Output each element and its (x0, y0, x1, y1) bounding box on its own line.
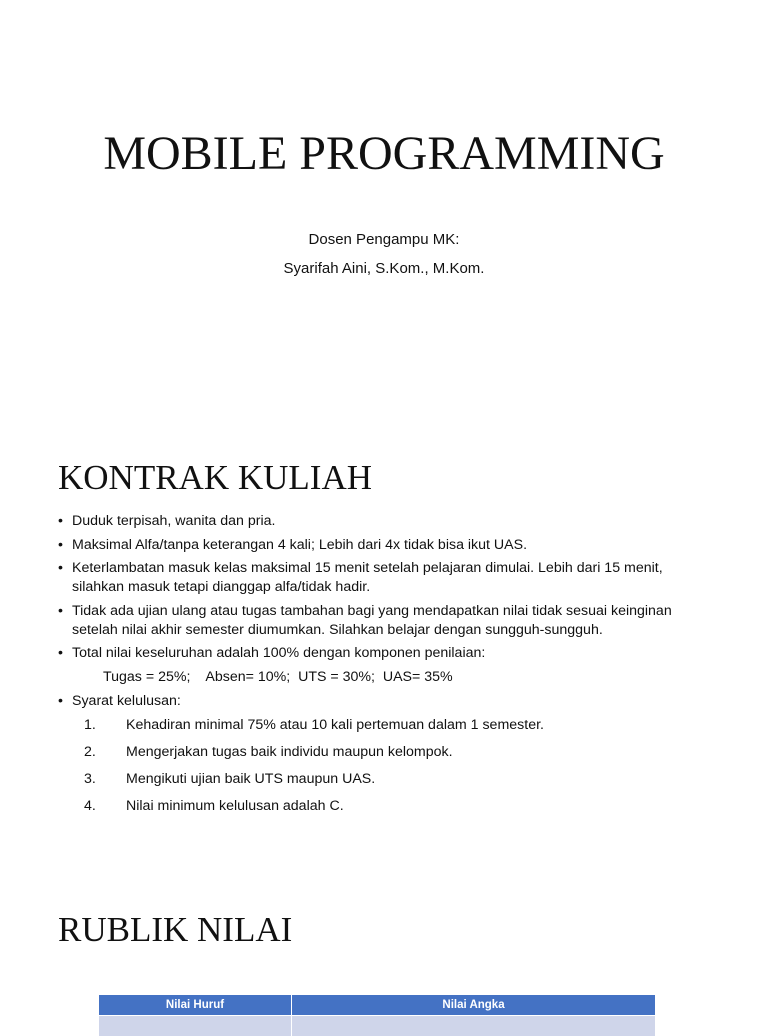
list-item-text: Syarat kelulusan: (72, 693, 181, 709)
bullet-icon: • (58, 512, 63, 531)
list-item-text: Maksimal Alfa/tanpa keterangan 4 kali; Lebih dari 4x tidak bisa ikut UAS. (72, 537, 527, 553)
numbered-item (84, 770, 718, 789)
grading-weights: Tugas = 25%; Absen= 10%; UTS = 30%; UAS= 35% (72, 668, 718, 687)
numbered-item (84, 716, 718, 735)
slide-title: MOBILE PROGRAMMING (0, 126, 768, 182)
item-number: 1. (84, 716, 96, 735)
list-item (58, 644, 718, 687)
syarat-kelulusan-list (72, 716, 718, 816)
table-cell (292, 1016, 656, 1036)
lecturer-name: Syarifah Aini, S.Kom., M.Kom. (0, 259, 768, 279)
column-header-numeric-grade: Nilai Angka (292, 995, 656, 1016)
numbered-item-text: Kehadiran minimal 75% atau 10 kali pertemuan dalam 1 semester. (126, 717, 544, 733)
list-item (58, 512, 718, 531)
list-item-text: Keterlambatan masuk kelas maksimal 15 menit setelah pelajaran dimulai. Lebih dari 15 menit, silahkan masuk tetapi dianggap alfa/tidak hadir. (72, 560, 663, 595)
item-number: 3. (84, 770, 96, 789)
item-number: 4. (84, 797, 96, 816)
list-item-text: Duduk terpisah, wanita dan pria. (72, 513, 275, 529)
column-header-letter-grade: Nilai Huruf (99, 995, 292, 1016)
grade-table (99, 995, 655, 1036)
numbered-item-text: Nilai minimum kelulusan adalah C. (126, 798, 344, 814)
numbered-item (84, 797, 718, 816)
table-row (99, 1016, 655, 1036)
numbered-item-text: Mengerjakan tugas baik individu maupun kelompok. (126, 744, 453, 760)
bullet-icon: • (58, 692, 63, 711)
bullet-icon: • (58, 536, 63, 555)
bullet-icon: • (58, 559, 63, 578)
rublik-nilai-heading: RUBLIK NILAI (58, 910, 292, 950)
list-item (58, 692, 718, 816)
list-item-text: Tidak ada ujian ulang atau tugas tambahan bagi yang mendapatkan nilai tidak sesuai keinginan setelah nilai akhir semester diumumkan. Silahkan belajar dengan sungguh-sungguh. (72, 603, 672, 638)
numbered-item-text: Mengikuti ujian baik UTS maupun UAS. (126, 771, 375, 787)
table-header-row (99, 995, 655, 1016)
table-cell (99, 1016, 292, 1036)
numbered-item (84, 743, 718, 762)
kontrak-bullet-list (58, 512, 718, 824)
list-item (58, 559, 718, 597)
list-item (58, 602, 718, 640)
lecturer-label: Dosen Pengampu MK: (0, 230, 768, 250)
list-item (58, 536, 718, 555)
bullet-icon: • (58, 602, 63, 621)
list-item-text: Total nilai keseluruhan adalah 100% dengan komponen penilaian: (72, 645, 485, 661)
bullet-icon: • (58, 644, 63, 663)
item-number: 2. (84, 743, 96, 762)
kontrak-kuliah-heading: KONTRAK KULIAH (58, 458, 372, 498)
